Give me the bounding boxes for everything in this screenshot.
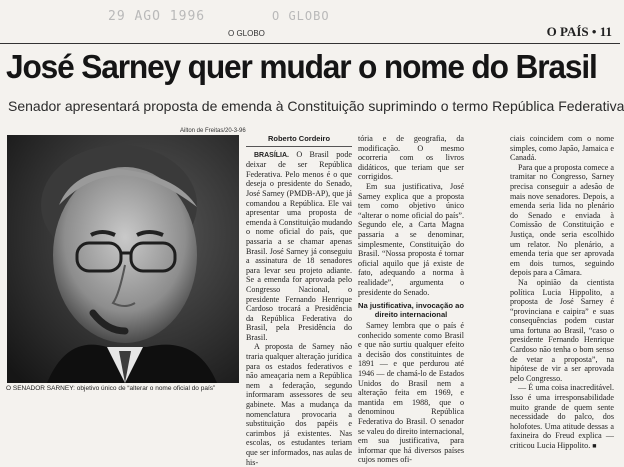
archive-date-stamp: 29 AGO 1996 xyxy=(108,9,206,24)
archive-paper-stamp: O GLOBO xyxy=(272,9,330,23)
photo-credit: Ailton de Freitas/20-3-96 xyxy=(180,128,246,134)
article-column-1 xyxy=(246,134,352,467)
paragraph: tória e de geografia, da modificação. O mesmo ocorreria com os livros didáticos, que teriam que ser corrigidos. xyxy=(358,134,464,182)
paragraph xyxy=(246,150,352,343)
subheadline: Senador apresentará proposta de emenda à Constituição suprimindo o termo República Federativa xyxy=(8,98,624,114)
photo-caption: O SENADOR SARNEY: objetivo único de “alterar o nome oficial do país” xyxy=(6,385,216,392)
intertitle: Na justificativa, invocação ao direito internacional xyxy=(358,301,464,320)
headline: José Sarney quer mudar o nome do Brasil xyxy=(6,48,597,85)
dateline: BRASÍLIA. xyxy=(254,151,289,159)
article-column-3 xyxy=(470,134,614,450)
paragraph: A proposta de Sarney não traria qualquer alteração jurídica para os estados federativos e não ameaçaria nem a República nem a federação, segundo informaram assessores de seu gabinete. Mas a mudança da nomenclatura provocaria a substituição dos papéis e carimbos já existentes. Nas escolas, os estudantes teriam que ser informados, nas aulas de his- xyxy=(246,342,352,467)
end-mark: ■ xyxy=(592,442,597,450)
paragraph xyxy=(510,383,614,451)
paragraph-text: — É uma coisa inacreditável. Isso é uma irresponsabilidade muito grande de quem sente necessidade do palco, dos holofotes. Uma atitude dessas a faxineira do Freud explica — criticou Lucia Hippolito. xyxy=(510,383,614,450)
byline: Roberto Cordeiro xyxy=(246,134,352,147)
paragraph: Na opinião da cientista política Lucia Hippolito, a proposta de José Sarney é “provinciana e caipira” e suas consequências podem custar uma fortuna ao Brasil, “caso o presidente Fernando Henrique Cardoso não tenha o bom senso de vetar a proposta”, na hipótese de vir a ser aprovada pelo Congresso. xyxy=(510,277,614,383)
article-column-2 xyxy=(358,134,464,465)
paper-name: O GLOBO xyxy=(228,29,265,38)
portrait-illustration xyxy=(7,135,239,383)
paragraph: Em sua justificativa, José Sarney explica que a proposta tem como objetivo único “alterar o nome oficial do país”. Segundo ele, a Carta Magna passaria a se denominar, simplesmente, Constituição do Brasil. “Nossa proposta é tornar oficial aquilo que já existe de fato, adequando a norma à realidade”, argumenta o presidente do Senado. xyxy=(358,181,464,297)
paragraph: ciais coincidem com o nome simples, como Japão, Jamaica e Canadá. xyxy=(510,134,614,163)
section-page: O PAÍS • 11 xyxy=(546,24,612,39)
paragraph: Sarney lembra que o país é conhecido somente como Brasil e que não surtiu qualquer efeito a decisão dos constituintes de 1891 — e que perdurou até 1946 — de chamá-lo de Estados Unidos do Brasil nem a alteração feita em 1969, e mantida em 1988, que o denominou República Federativa do Brasil. O senador se valeu do direito internacional, em sua justificativa, para informar que há diversos países cujos nomes ofi- xyxy=(358,321,464,465)
paragraph-text: O Brasil pode deixar de ser República Federativa. Pelo menos é o que deseja o presidente do Senado, José Sarney (PMDB-AP), que já comandou a República. Ele vai apresentar uma proposta de emenda à Constituição mudando o nome oficial do país, que passaria a se chamar apenas Brasil. José Sarney já conseguiu a assinatura de 18 senadores para levar seu projeto adiante. Se a emenda for aprovada pelo Congresso Nacional, o presidente Fernando Henrique Cardoso trocará a Presidência da República Federativa do Brasil, pela Presidência do Brasil. xyxy=(246,149,352,342)
paragraph: Para que a proposta comece a tramitar no Congresso, Sarney precisa conseguir a adesão de mais nove senadores. Depois, a emenda seria lida no plenário do Senado e enviada à Comissão de Constituição e Justiça, onde seria escolhido um relator. No plenário, a emenda teria que ser aprovada em dois turnos, seguindo depois para a Câmara. xyxy=(510,162,614,278)
sarney-photo xyxy=(7,135,239,383)
header-rule xyxy=(0,43,620,44)
